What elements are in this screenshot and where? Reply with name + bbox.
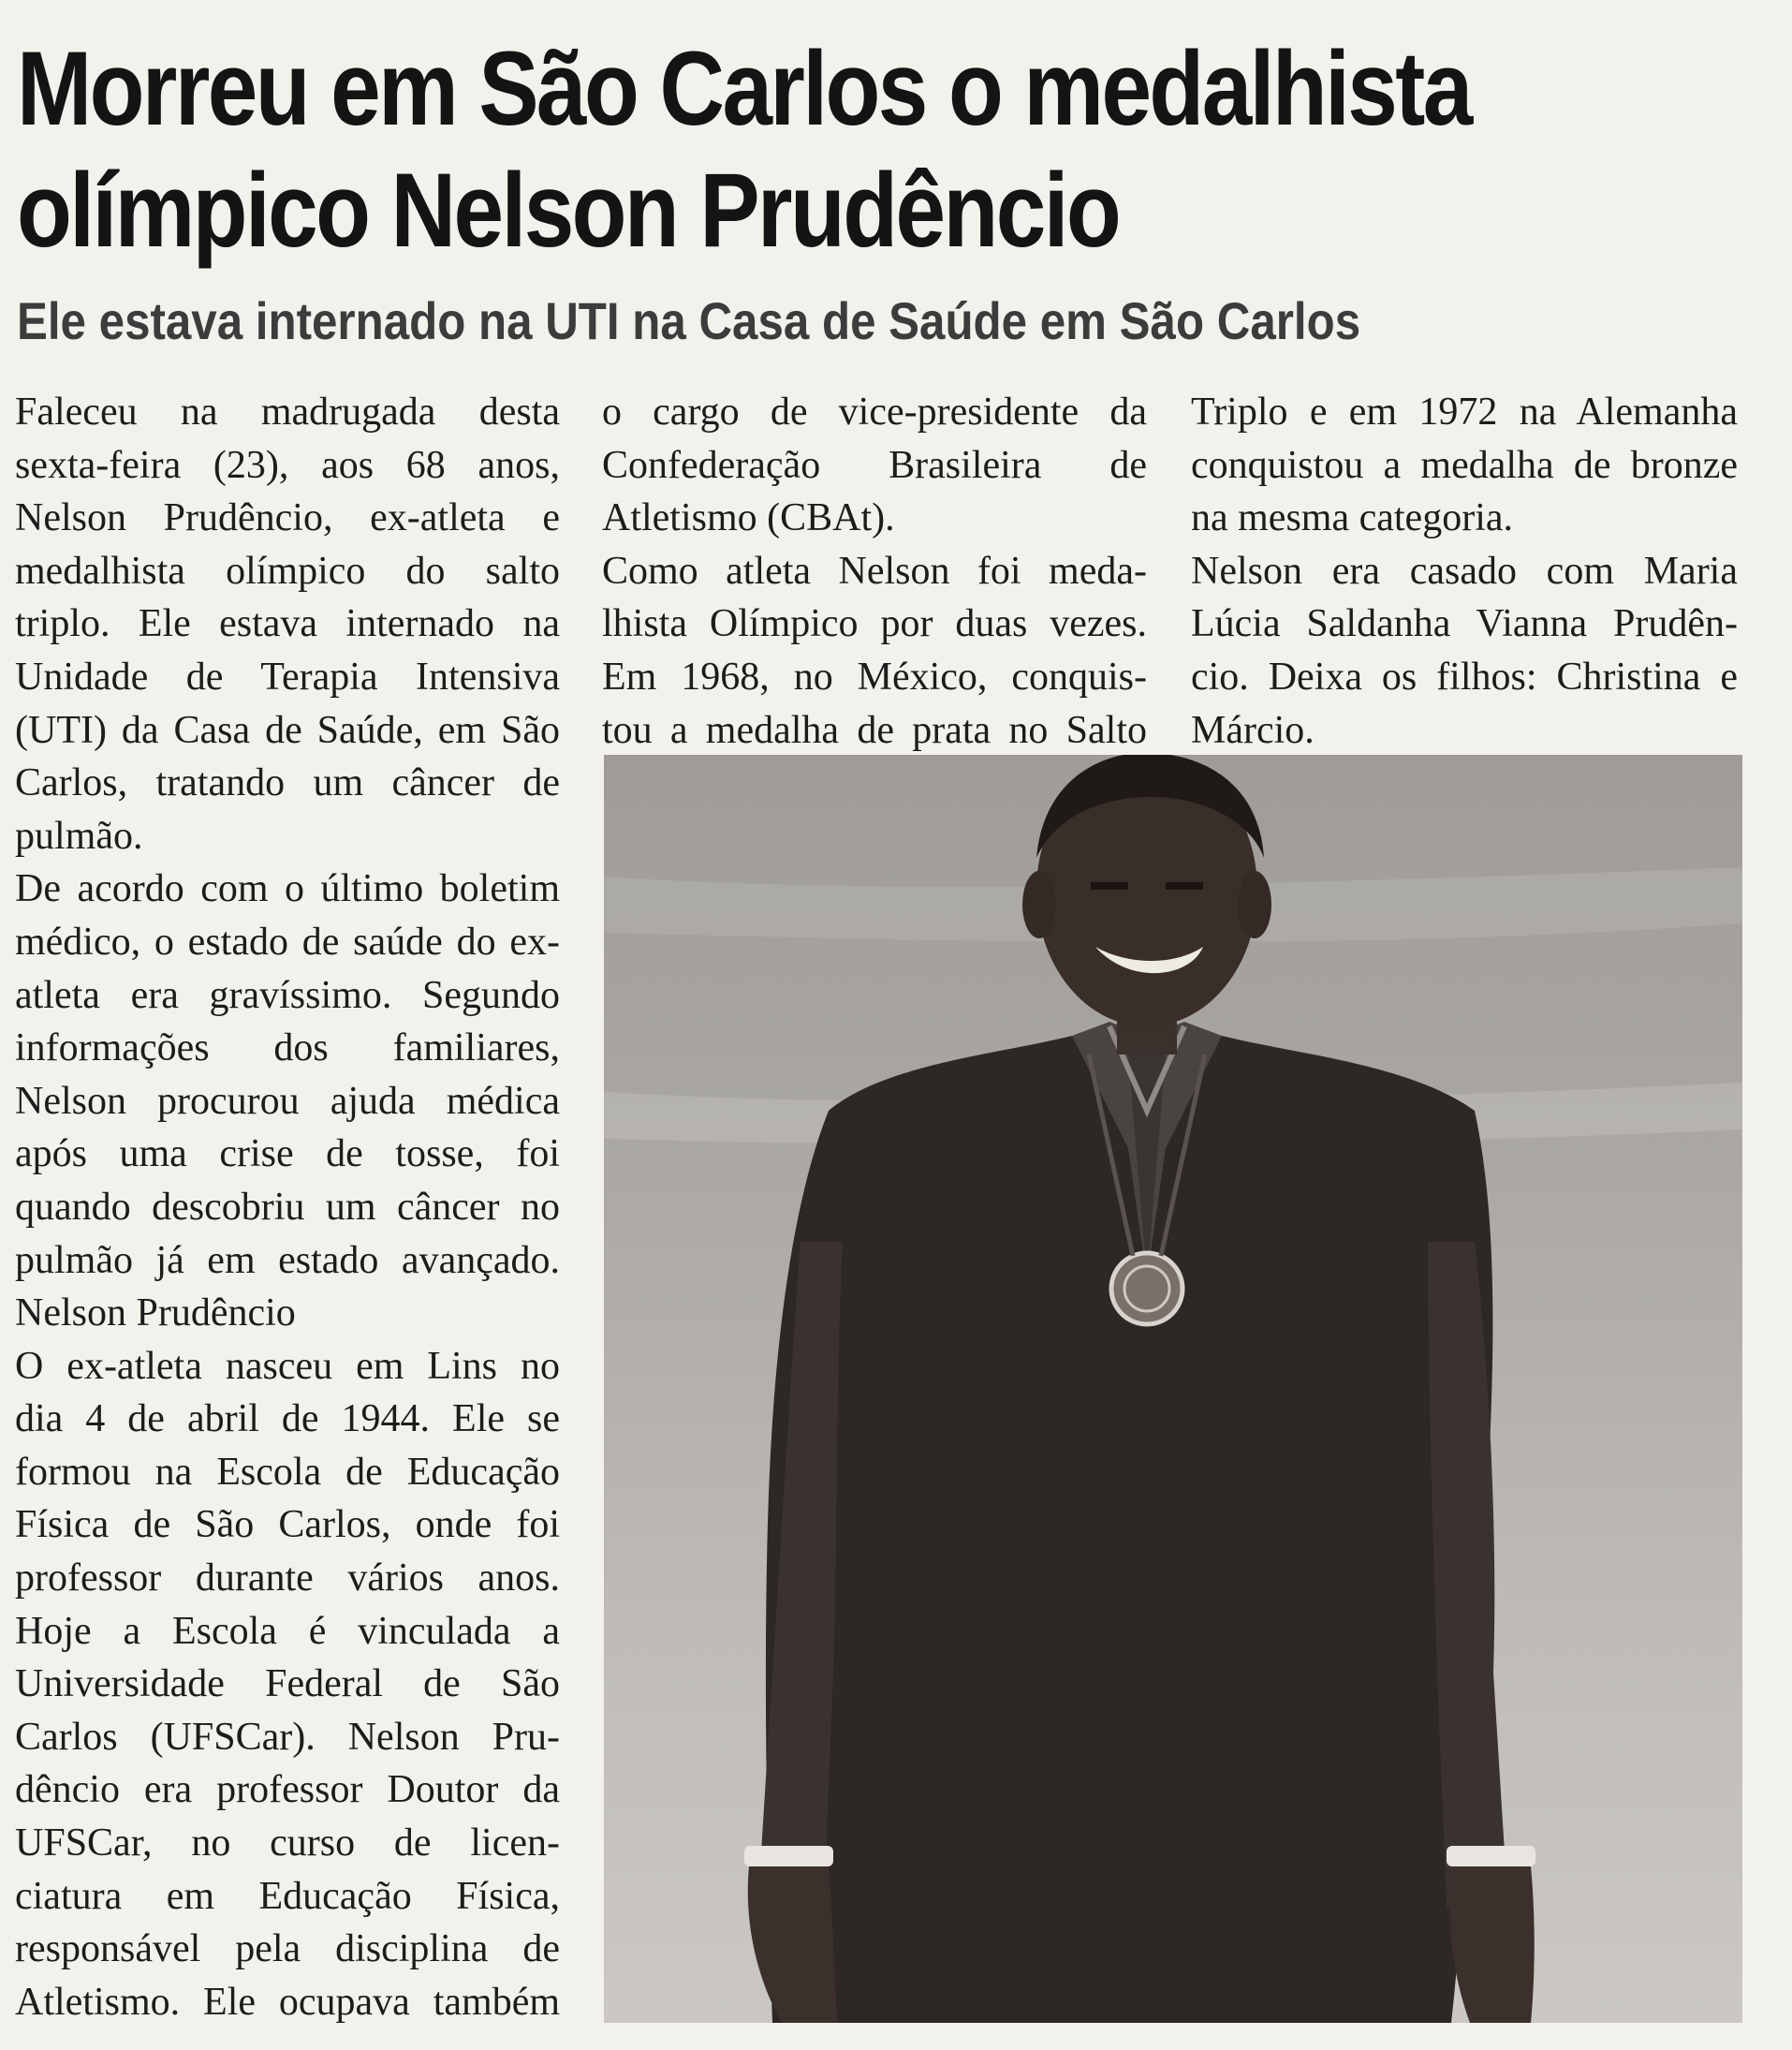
headline-line: Morreu em São Carlos o medalhista [17, 30, 1471, 147]
text-line: Universidade Federal de São [15, 1662, 560, 1706]
text-line: Triplo e em 1972 na Alemanha [1191, 391, 1738, 434]
portrait-illustration [604, 755, 1742, 2023]
text-line: triplo. Ele estava internado na [15, 602, 560, 646]
text-line: Confederação Brasileira de [602, 443, 1147, 487]
text-line: Carlos, tratando um câncer de [15, 761, 560, 805]
text-line: Como atleta Nelson foi meda- [602, 549, 1147, 593]
text-line: Nelson Prudêncio, ex-atleta e [15, 496, 560, 540]
text-line: cio. Deixa os filhos: Christina e [1191, 655, 1738, 699]
text-line: professor durante vários anos. [15, 1556, 560, 1600]
text-line: informações dos familiares, [15, 1026, 560, 1070]
text-line: Hoje a Escola é vinculada a [15, 1609, 560, 1653]
text-line: Nelson era casado com Maria [1191, 549, 1738, 593]
text-line: (UTI) da Casa de Saúde, em São [15, 708, 560, 752]
text-line: lhista Olímpico por duas vezes. [602, 602, 1147, 646]
text-line: responsável pela disciplina de [15, 1927, 560, 1971]
text-line: dia 4 de abril de 1944. Ele se [15, 1397, 560, 1441]
text-line: tou a medalha de prata no Salto [602, 708, 1147, 752]
text-line: médico, o estado de saúde do ex- [15, 920, 560, 964]
medal [1111, 1253, 1182, 1324]
text-line: medalhista olímpico do salto [15, 549, 560, 593]
text-line: Carlos (UFSCar). Nelson Pru- [15, 1715, 560, 1759]
section-heading: Nelson Prudêncio [15, 1291, 296, 1335]
text-line: Atletismo (CBAt). [602, 496, 895, 540]
text-line: UFSCar, no curso de licen- [15, 1821, 560, 1866]
text-line: Unidade de Terapia Intensiva [15, 655, 560, 699]
headline-line: olímpico Nelson Prudêncio [17, 152, 1120, 269]
text-line: ciatura em Educação Física, [15, 1874, 560, 1918]
headline [17, 28, 1515, 272]
article-column-1 [15, 386, 560, 2028]
text-line: Em 1968, no México, conquis- [602, 655, 1147, 699]
text-line: Faleceu na madrugada desta [15, 391, 560, 434]
text-line: O ex-atleta nasceu em Lins no [15, 1344, 560, 1388]
text-line: sexta-feira (23), aos 68 anos, [15, 443, 560, 487]
text-line: quando descobriu um câncer no [15, 1185, 560, 1229]
text-line: na mesma categoria. [1191, 496, 1513, 540]
text-line: pulmão já em estado avançado. [15, 1238, 560, 1282]
suit-jacket [766, 1036, 1492, 2023]
text-line: conquistou a medalha de bronze [1191, 443, 1738, 487]
article-column-2 [602, 386, 1147, 757]
text-line: Márcio. [1191, 708, 1315, 752]
text-line: Lúcia Saldanha Vianna Prudên- [1191, 602, 1738, 646]
text-line: Atletismo. Ele ocupava também [15, 1980, 560, 2024]
article-column-3 [1191, 386, 1738, 757]
text-line: Física de São Carlos, onde foi [15, 1503, 560, 1547]
text-line: após uma crise de tosse, foi [15, 1132, 560, 1176]
portrait-photo [604, 755, 1742, 2023]
text-line: o cargo de vice-presidente da [602, 391, 1147, 434]
text-line: atleta era gravíssimo. Segundo [15, 973, 560, 1017]
subheadline: Ele estava internado na UTI na Casa de Saúde em São Carlos [17, 291, 1361, 350]
text-line: formou na Escola de Educação [15, 1450, 560, 1494]
text-line: De acordo com o último boletim [15, 867, 560, 911]
text-line: pulmão. [15, 814, 143, 858]
text-line: Nelson procurou ajuda médica [15, 1079, 560, 1123]
text-line: dêncio era professor Doutor da [15, 1768, 560, 1812]
